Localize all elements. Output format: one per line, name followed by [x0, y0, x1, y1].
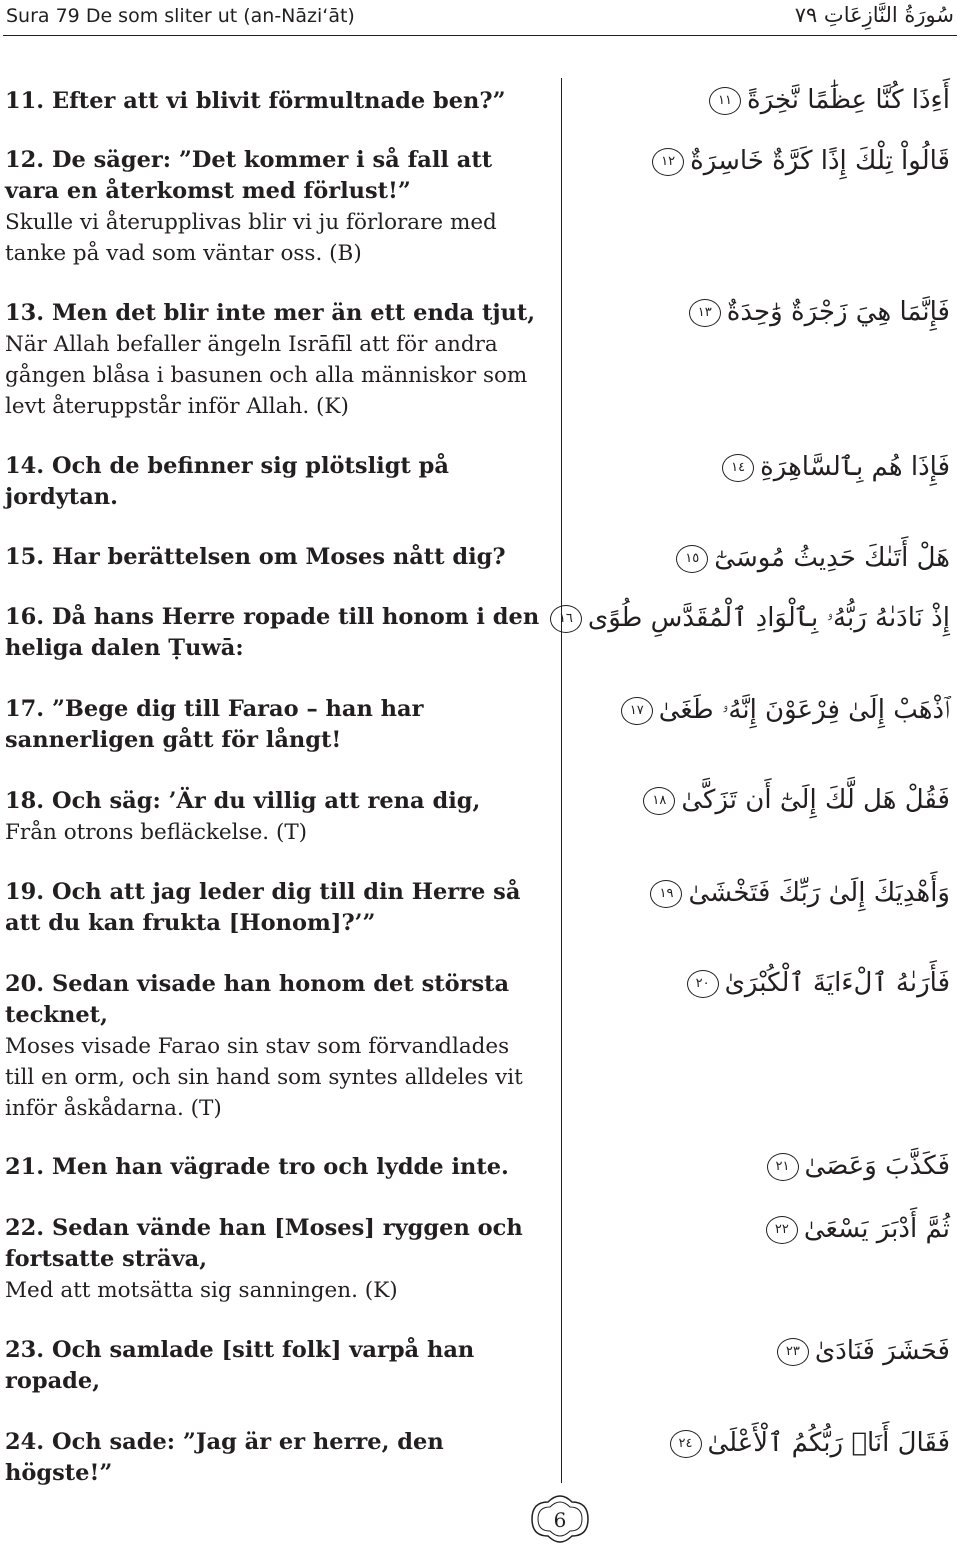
arabic-text: هَلْ أَتَىٰكَ حَدِيثُ مُوسَىٰٓ [714, 543, 950, 573]
sura-title-swedish: Sura 79 De som sliter ut (an-Nāzi‘āt) [6, 5, 355, 27]
verse-text: 21. Men han vägrade tro och lydde inte. [5, 1154, 509, 1180]
page-header [0, 0, 960, 34]
verse-number-marker: ١٦ [550, 605, 582, 633]
verse-number-marker: ١٥ [676, 545, 708, 573]
sura-title-arabic: سُورَةُ النَّازِعَاتِ ٧٩ [794, 3, 954, 27]
verse-text: 19. Och att jag leder dig till din Herre så att du kan frukta [Honom]?’” [5, 879, 521, 936]
verse-translation [5, 786, 540, 848]
verse-number-marker: ٢٤ [670, 1430, 702, 1458]
arabic-text: وَأَهْدِيَكَ إِلَىٰ رَبِّكَ فَتَخْشَىٰ [688, 878, 950, 908]
verse-text: 24. Och sade: ”Jag är er herre, den högste!” [5, 1429, 444, 1486]
verse-translation [5, 86, 540, 117]
verse-arabic [570, 1329, 950, 1373]
verse-arabic [570, 290, 950, 334]
header-rule [3, 35, 957, 36]
verse-comment: När Allah befaller ängeln Isrāfīl att för andra gången blåsa i basunen och alla människor som levt återuppstår inför Allah. (K) [5, 332, 528, 419]
arabic-text: أَءِذَا كُنَّا عِظَٰمًا نَّخِرَةً [747, 85, 950, 115]
verse-text: 17. ”Bege dig till Farao – han har sannerligen gått för långt! [5, 696, 424, 753]
verse-translation [5, 298, 540, 422]
verse-text: 12. De säger: ”Det kommer i så fall att vara en återkomst med förlust!” [5, 147, 493, 204]
verse-arabic [570, 778, 950, 822]
verse-text: 13. Men det blir inte mer än ett enda tjut, [5, 300, 536, 326]
verse-arabic [570, 78, 950, 122]
verse-text: 16. Då hans Herre ropade till honom i den heliga dalen Ṭuwā: [5, 604, 540, 661]
verse-comment: Moses visade Farao sin stav som förvandlades till en orm, och sin hand som syntes alldeles vit inför åskådarna. (T) [5, 1034, 523, 1121]
verse-translation [5, 694, 540, 756]
verse-number-marker: ١٨ [643, 787, 675, 815]
verse-arabic [570, 139, 950, 183]
arabic-text: ثُمَّ أَدْبَرَ يَسْعَىٰ [803, 1214, 950, 1244]
verse-arabic [570, 871, 950, 915]
verse-translation [5, 1213, 540, 1306]
arabic-text: فَقَالَ أَنَا۠ رَبُّكُمُ ٱلْأَعْلَىٰ [707, 1428, 950, 1458]
verse-comment: Från otrons befläckelse. (T) [5, 820, 308, 845]
verse-text: 15. Har berättelsen om Moses nått dig? [5, 544, 506, 570]
verse-translation [5, 451, 540, 513]
verse-text: 11. Efter att vi blivit förmultnade ben?” [5, 88, 506, 114]
arabic-text: إِذْ نَادَىٰهُ رَبُّهُۥ بِٱلْوَادِ ٱلْمُقَدَّسِ طُوًى [587, 603, 950, 633]
verse-translation [5, 1427, 540, 1489]
page-number: 6 [553, 1508, 567, 1532]
verse-text: 20. Sedan visade han honom det största tecknet, [5, 971, 510, 1028]
column-divider [561, 78, 562, 1483]
arabic-text: قَالُواْ تِلْكَ إِذًا كَرَّةٌ خَاسِرَةٌ [690, 146, 950, 176]
arabic-text: فَأَرَىٰهُ ٱلْءَايَةَ ٱلْكُبْرَىٰ [724, 968, 950, 998]
verse-text: 22. Sedan vände han [Moses] ryggen och fortsatte sträva, [5, 1215, 523, 1272]
arabic-text: فَقُلْ هَل لَّكَ إِلَىٰٓ أَن تَزَكَّىٰ [681, 785, 950, 815]
verse-number-marker: ٢٣ [777, 1338, 809, 1366]
verse-arabic [570, 1144, 950, 1188]
verse-translation [5, 602, 540, 664]
verse-translation [5, 1152, 540, 1183]
verse-number-marker: ١١ [709, 87, 741, 115]
verse-text: 23. Och samlade [sitt folk] varpå han ropade, [5, 1337, 475, 1394]
arabic-text: فَحَشَرَ فَنَادَىٰ [814, 1336, 950, 1366]
verse-translation [5, 542, 540, 573]
verse-arabic [570, 961, 950, 1005]
verse-arabic [570, 1207, 950, 1251]
verse-translation [5, 1335, 540, 1397]
verse-translation [5, 145, 540, 269]
verse-comment: Med att motsätta sig sanningen. (K) [5, 1278, 398, 1303]
verse-number-marker: ١٩ [650, 880, 682, 908]
verse-number-marker: ١٣ [689, 299, 721, 327]
verse-comment: Skulle vi återupplivas blir vi ju förlorare med tanke på vad som väntar oss. (B) [5, 210, 497, 266]
arabic-text: ٱذْهَبْ إِلَىٰ فِرْعَوْنَ إِنَّهُۥ طَغَىٰ [658, 695, 950, 725]
verse-arabic [570, 536, 950, 580]
verse-arabic [570, 1421, 950, 1465]
verse-number-marker: ٢١ [767, 1153, 799, 1181]
verse-number-marker: ١٢ [652, 148, 684, 176]
verse-number-marker: ١٧ [621, 697, 653, 725]
verse-translation [5, 877, 540, 939]
verse-number-marker: ١٤ [722, 454, 754, 482]
verse-arabic [530, 596, 950, 640]
verse-arabic [570, 688, 950, 732]
page-number-ornament [528, 1494, 592, 1544]
verse-translation [5, 969, 540, 1124]
arabic-text: فَكَذَّبَ وَعَصَىٰ [804, 1151, 950, 1181]
verse-arabic [570, 445, 950, 489]
verse-text: 18. Och säg: ’Är du villig att rena dig, [5, 788, 481, 814]
arabic-text: فَإِذَا هُم بِٱلسَّاهِرَةِ [760, 452, 950, 482]
verse-number-marker: ٢٠ [687, 970, 719, 998]
arabic-text: فَإِنَّمَا هِيَ زَجْرَةٌ وَٰحِدَةٌ [726, 297, 950, 327]
verse-text: 14. Och de befinner sig plötsligt på jordytan. [5, 453, 449, 510]
verse-number-marker: ٢٢ [766, 1216, 798, 1244]
